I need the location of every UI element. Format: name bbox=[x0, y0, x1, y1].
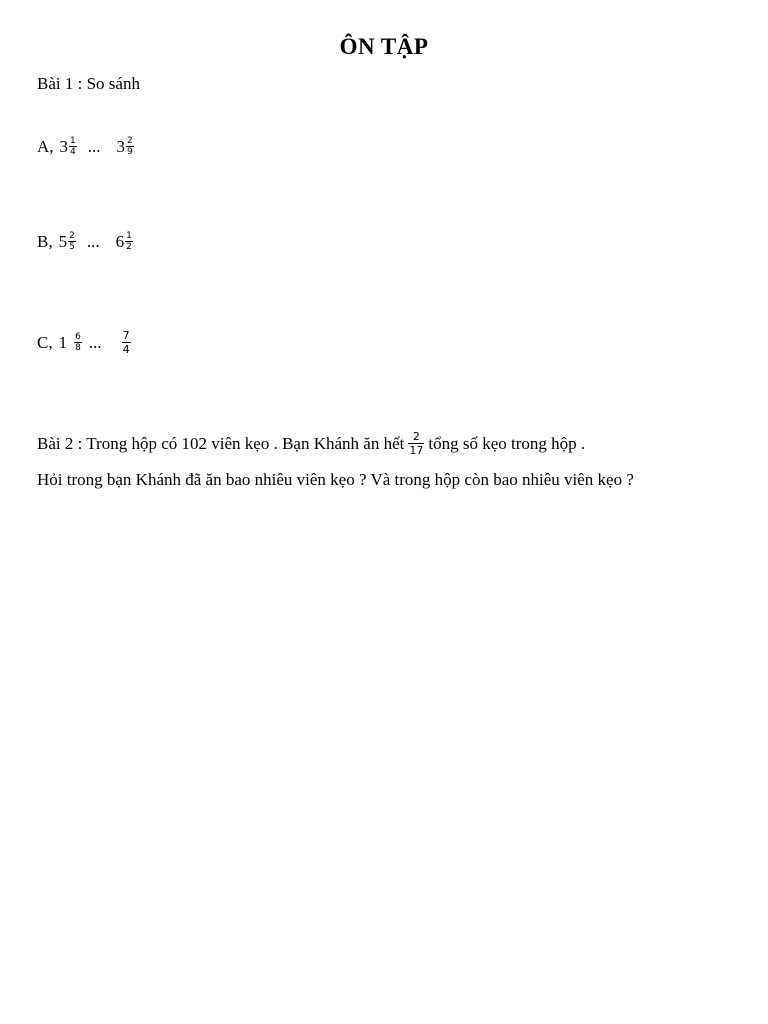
exercise-2-text-after: tổng số kẹo trong hộp . bbox=[428, 433, 586, 453]
exercise-1-heading: Bài 1 : So sánh bbox=[37, 74, 140, 93]
comparison-blank: ... bbox=[88, 332, 102, 352]
fraction-numerator: 2 bbox=[412, 430, 420, 443]
fraction-denominator: 2 bbox=[126, 242, 132, 252]
comparison-blank: ... bbox=[86, 231, 100, 251]
fraction-denominator: 8 bbox=[75, 343, 81, 353]
right-fraction bbox=[125, 231, 133, 252]
page-title: ÔN TẬP bbox=[339, 34, 429, 59]
exercise-2-fraction bbox=[408, 430, 424, 457]
fraction-denominator: 4 bbox=[122, 343, 130, 356]
item-label: A, bbox=[37, 136, 54, 156]
fraction-denominator: 9 bbox=[127, 147, 133, 157]
left-fraction bbox=[68, 231, 76, 252]
left-fraction bbox=[69, 136, 77, 157]
left-fraction bbox=[74, 332, 82, 353]
item-label: B, bbox=[37, 231, 53, 251]
exercise-2-text-before: Bài 2 : Trong hộp có 102 viên kẹo . Bạn Khánh ăn hết bbox=[37, 433, 405, 453]
left-whole: 1 bbox=[58, 332, 68, 352]
item-label: C, bbox=[37, 332, 53, 352]
exercise-2-statement bbox=[37, 430, 585, 457]
compare-item-a bbox=[37, 136, 135, 157]
left-whole: 5 bbox=[58, 231, 68, 251]
fraction-numerator: 1 bbox=[126, 231, 132, 241]
right-whole: 6 bbox=[115, 231, 125, 251]
right-whole: 3 bbox=[116, 136, 126, 156]
left-whole: 3 bbox=[59, 136, 69, 156]
comparison-blank: ... bbox=[87, 136, 101, 156]
right-fraction bbox=[126, 136, 134, 157]
fraction-numerator: 2 bbox=[69, 231, 75, 241]
fraction-numerator: 1 bbox=[70, 136, 76, 146]
compare-item-b bbox=[37, 231, 134, 252]
compare-item-c bbox=[37, 329, 135, 356]
fraction-numerator: 6 bbox=[75, 332, 81, 342]
fraction-denominator: 5 bbox=[69, 242, 75, 252]
exercise-2-question: Hỏi trong bạn Khánh đã ăn bao nhiêu viên kẹo ? Và trong hộp còn bao nhiêu viên kẹo ? bbox=[37, 470, 634, 489]
fraction-numerator: 7 bbox=[122, 329, 130, 342]
right-fraction bbox=[122, 329, 131, 356]
fraction-denominator: 4 bbox=[70, 147, 76, 157]
fraction-denominator: 17 bbox=[409, 444, 424, 457]
fraction-numerator: 2 bbox=[127, 136, 133, 146]
